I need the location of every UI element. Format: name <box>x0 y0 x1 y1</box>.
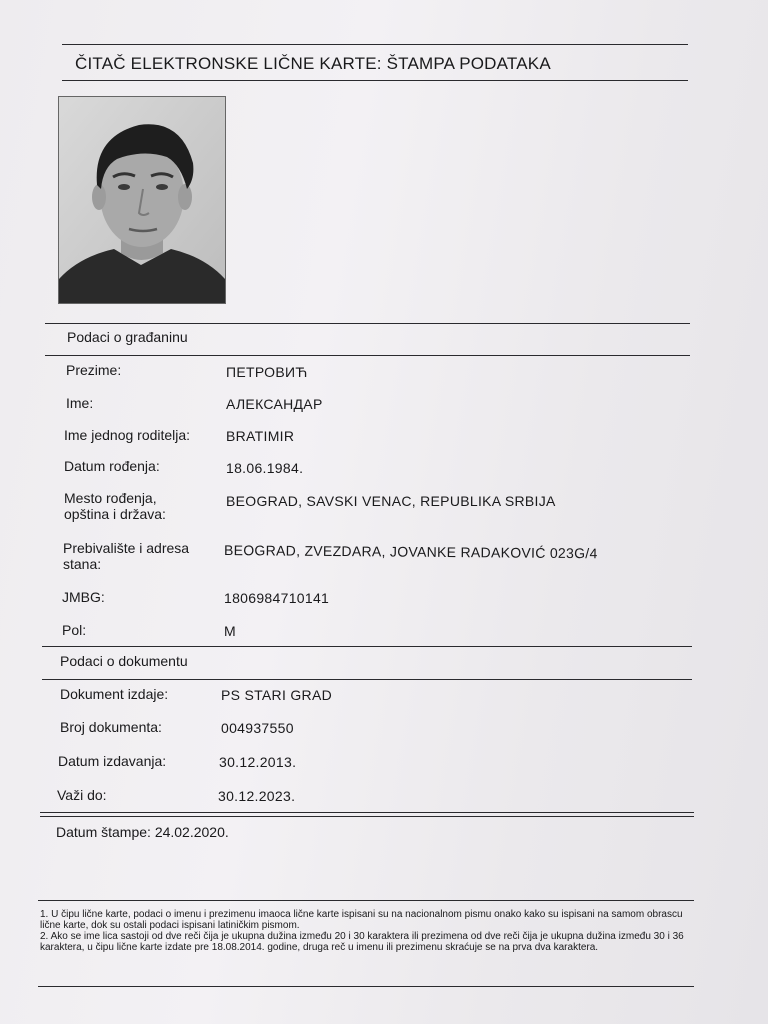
issuer-label: Dokument izdaje: <box>60 686 169 702</box>
birth-place-label-line1: Mesto rođenja, <box>64 490 157 506</box>
footnotes <box>40 909 700 953</box>
parent-name-value: BRATIMIR <box>226 428 295 444</box>
document-section-bottom-rule <box>42 679 692 680</box>
sex-label: Pol: <box>62 622 87 638</box>
document-end-rule-1 <box>40 812 694 813</box>
title-bottom-rule <box>62 80 688 81</box>
page-title: ČITAČ ELEKTRONSKE LIČNE KARTE: ŠTAMPA PODATAKA <box>75 54 551 73</box>
valid-until-label: Važi do: <box>57 787 107 803</box>
citizen-section-title: Podaci o građaninu <box>67 329 188 345</box>
residence-label-line1: Prebivalište i adresa <box>63 540 190 556</box>
name-label: Ime: <box>66 395 94 411</box>
doc-number-label: Broj dokumenta: <box>60 719 162 735</box>
issuer-value: PS STARI GRAD <box>221 687 332 703</box>
footnotes-bottom-rule <box>38 986 694 987</box>
footnote-2: 2. Ako se ime lica sastoji od dve reči čija je ukupna dužina između 20 i 30 karaktera ili prezimena od dve reči čija je ukupna dužina između 30 i 36 karaktera, u čipu lične karte izdate pre 18.08.2014. godine, druga reč u imenu ili prezimenu skraćuje se na prva dva karaktera. <box>40 931 684 953</box>
name-value: АЛЕКСАНДАР <box>226 396 323 412</box>
footnote-1: 1. U čipu lične karte, podaci o imenu i prezimenu imaoca lične karte ispisani su na nacionalnom pismu onako kako su ispisani na samom obrascu lične karte, dok su ostali podaci ispisani latiničkim pismom. <box>40 909 683 931</box>
footnotes-top-rule <box>38 900 694 901</box>
birth-place-label-line2: opština i država: <box>64 506 166 522</box>
title-top-rule <box>62 44 688 45</box>
parent-name-label: Ime jednog roditelja: <box>64 427 191 443</box>
person-photo-icon <box>58 96 226 304</box>
birth-date-label: Datum rođenja: <box>64 458 160 474</box>
residence-label-line2: stana: <box>63 556 102 572</box>
valid-until-value: 30.12.2023. <box>218 788 296 804</box>
residence-value: BEOGRAD, ZVEZDARA, JOVANKE RADAKOVIĆ 023G/4 <box>223 542 598 562</box>
surname-label: Prezime: <box>66 362 122 378</box>
birth-place-value: BEOGRAD, SAVSKI VENAC, REPUBLIKA SRBIJA <box>226 493 556 509</box>
surname-value: ПЕТРОВИЋ <box>226 364 308 380</box>
citizen-section-top-rule <box>45 323 690 324</box>
document-section-title: Podaci o dokumentu <box>60 653 188 669</box>
jmbg-value: 1806984710141 <box>224 590 330 606</box>
birth-place-label <box>64 490 166 522</box>
doc-number-value: 004937550 <box>221 720 294 736</box>
document-section-top-rule <box>42 646 692 647</box>
print-date: Datum štampe: 24.02.2020. <box>56 824 229 840</box>
issue-date-value: 30.12.2013. <box>219 754 297 770</box>
jmbg-label: JMBG: <box>62 589 105 605</box>
birth-date-value: 18.06.1984. <box>226 460 304 476</box>
document-end-rule-2 <box>40 816 694 817</box>
issue-date-label: Datum izdavanja: <box>58 753 167 769</box>
residence-label <box>63 540 189 572</box>
sex-value: M <box>224 623 236 639</box>
citizen-section-bottom-rule <box>45 355 690 356</box>
